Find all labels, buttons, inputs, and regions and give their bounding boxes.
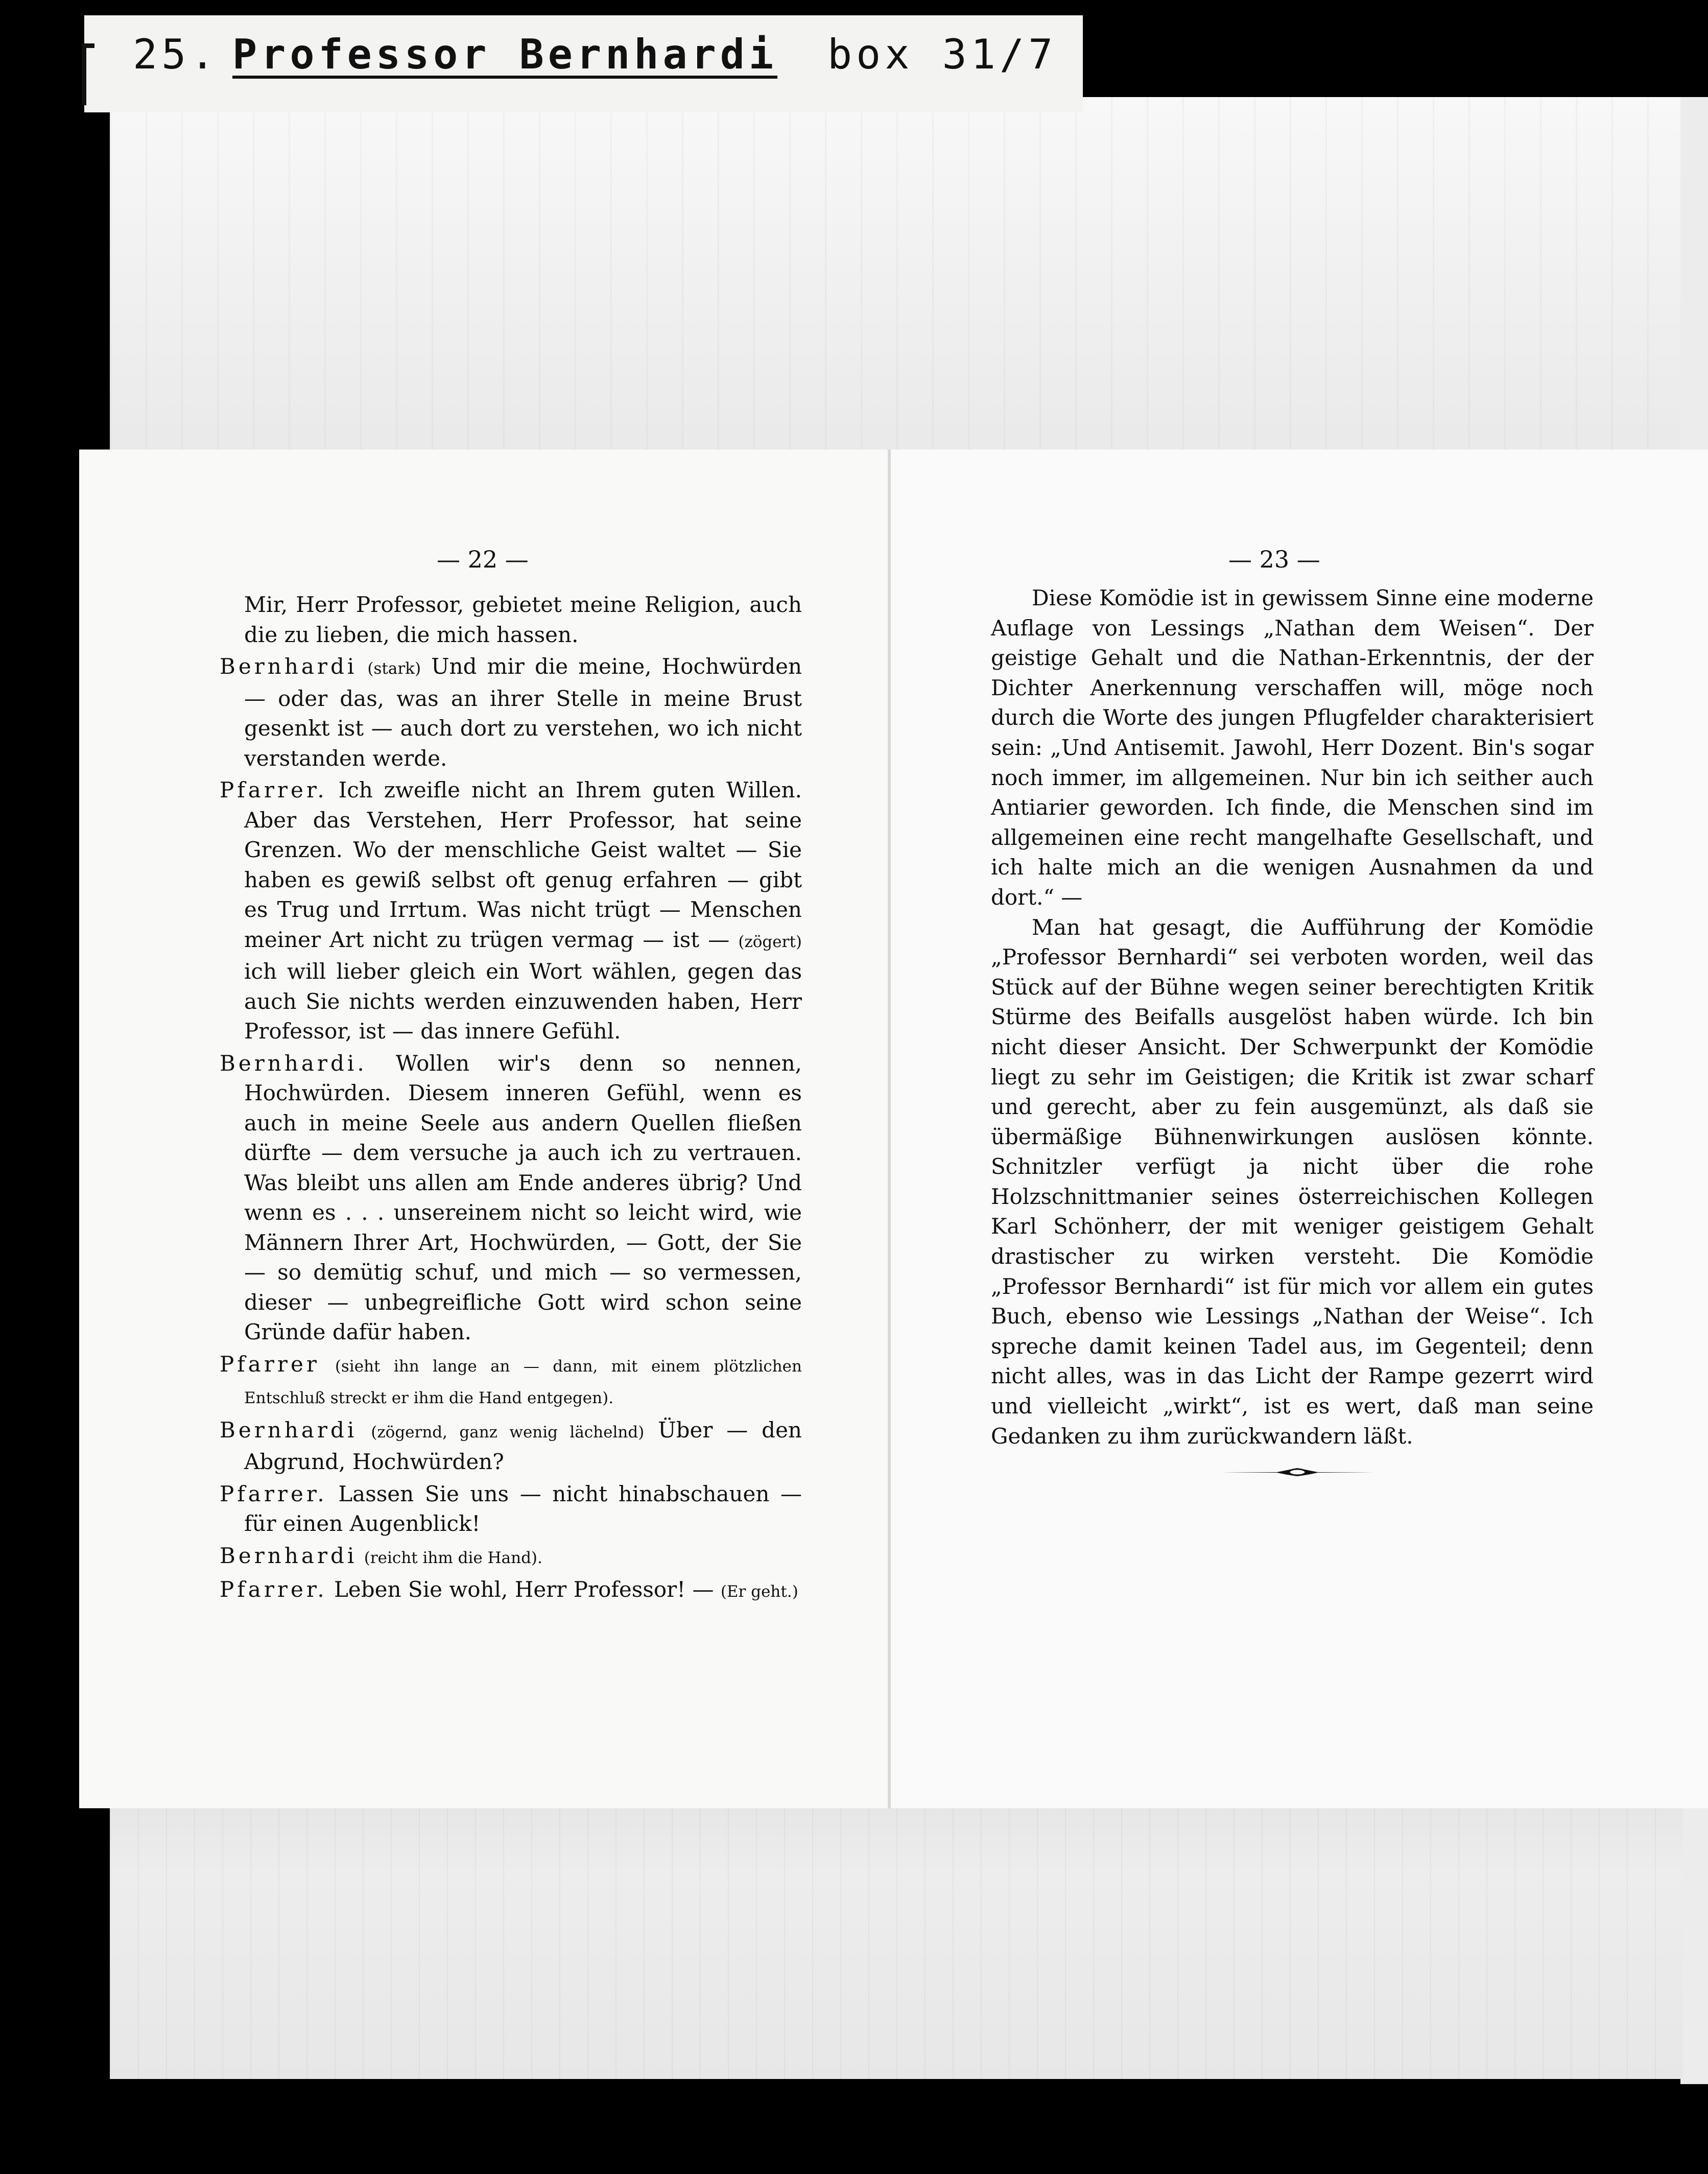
dialogue-line	[220, 1350, 802, 1413]
page-number-right: — 23 —	[1228, 546, 1320, 573]
dialogue-text: Wollen wir's denn so nennen, Hochwürden. Diesem inneren Gefühl, wenn es auch in meine Seele aus andern Quellen fließen dürfte — dem versuche ja auch ich zu vertrauen. Was bleibt uns allen am Ende anderes übrig? Und wenn es . . . unsereinem nicht so leicht wird, wie Männern Ihrer Art, Hochwürden, — Gott, der Sie — so demütig schuf, und mich — so vermessen, dieser — unbegreifliche Gott wird schon seine Gründe dafür haben.	[244, 1050, 802, 1344]
dialogue-text: Mir, Herr Professor, gebietet meine Religion, auch die zu lieben, die mich hassen.	[244, 592, 802, 647]
stage-direction: (sieht ihn lange an — dann, mit einem plötzlichen Entschluß streckt er ihm die Hand entgegen).	[244, 1357, 802, 1407]
dialogue-text: Lassen Sie uns — nicht hinabschauen — für einen Augenblick!	[244, 1481, 802, 1536]
dialogue-line	[220, 590, 802, 650]
speaker-name: Pfarrer	[220, 1351, 320, 1377]
commentary-paragraph: Man hat gesagt, die Aufführung der Komödie „Professor Bernhardi“ sei verboten worden, weil das Stück auf der Bühne wegen seiner berechtigten Kritik Stürme des Beifalls ausgelöst haben würde. Ich bin nicht dieser Ansicht. Der Schwerpunkt der Komödie liegt zu sehr im Geistigen; die Kritik ist zwar scharf und gerecht, aber zu fein ausgemünzt, als daß sie übermäßige Bühnenwirkungen auslösen könnte. Schnitzler verfügt ja nicht über die rohe Holzschnittmanier seines österreichischen Kollegen Karl Schönherr, der mit weniger geistigem Gehalt drastischer zu wirken versteht. Die Komödie „Professor Bernhardi“ ist für mich vor allem ein gutes Buch, ebenso wie Lessings „Nathan der Weise“. Ich spreche damit keinen Tadel aus, im Gegenteil; denn nicht alles, was in das Licht der Rampe gezerrt wird und vielleicht „wirkt“, ist es wert, daß man seine Gedanken zu ihm zurückwandern läßt.	[991, 914, 1594, 1449]
dialogue-text: Leben Sie wohl, Herr Professor! —	[334, 1577, 714, 1602]
speaker-name: Bernhardi	[220, 1417, 358, 1443]
stage-direction: (zögert)	[738, 932, 802, 951]
speaker-name: Pfarrer.	[220, 1481, 327, 1506]
stage-direction: (zögernd, ganz wenig lächelnd)	[371, 1423, 645, 1442]
dialogue-line	[220, 652, 802, 773]
dialogue-line	[220, 1541, 802, 1573]
page-number-left: — 22 —	[437, 546, 529, 573]
right-page-text	[991, 583, 1594, 1451]
stage-direction: (Er geht.)	[720, 1582, 798, 1601]
stage-direction: (reicht ihm die Hand).	[364, 1548, 542, 1567]
page-gutter	[888, 450, 891, 1808]
commentary-paragraph: Diese Komödie ist in gewissem Sinne eine moderne Auflage von Lessings „Nathan dem Weisen“. Der geistige Gehalt und die Nathan-Erkenntnis, der der Dichter Anerkennung verschaffen will, möge noch durch die Worte des jungen Pflugfelder charakterisiert sein: „Und Antisemit. Jawohl, Herr Dozent. Bin's sogar noch immer, im allgemeinen. Nur bin ich seither auch Antiarier geworden. Ich finde, die Menschen sind im allgemeinen eine recht mangelhafte Gesellschaft, und ich halte mich an die wenigen Ausnahmen da und dort.“ —	[991, 585, 1594, 910]
dialogue-line	[220, 1415, 802, 1477]
backing-card-bottom	[110, 1783, 1683, 2079]
speaker-name: Pfarrer.	[220, 777, 327, 802]
dialogue-text: Ich zweifle nicht an Ihrem guten Willen. Aber das Verstehen, Herr Professor, hat seine Grenzen. Wo der menschliche Geist waltet — Sie haben es gewiß selbst oft genug erfahren — gibt es Trug und Irrtum. Was nicht trügt — Menschen meiner Art nicht zu trügen vermag — ist —	[244, 777, 802, 952]
dialogue-line	[220, 1479, 802, 1539]
left-page-text	[220, 590, 802, 1609]
dialogue-line	[220, 1049, 802, 1348]
dialogue-line	[220, 1575, 802, 1607]
label-box: box 31/7	[827, 31, 1057, 78]
label-number: 25.	[133, 31, 219, 78]
speaker-name: Bernhardi	[220, 654, 358, 679]
speaker-name: Bernhardi.	[220, 1050, 367, 1076]
ornament-divider-icon	[1221, 1466, 1374, 1478]
dialogue-line	[220, 775, 802, 1047]
dialogue-text: Über — den Abgrund, Hochwürden?	[244, 1417, 802, 1474]
stage-direction: (stark)	[367, 659, 421, 678]
label-title: Professor Bernhardi	[232, 31, 778, 78]
dialogue-text: Und mir die meine, Hochwürden — oder das, was an ihrer Stelle in meine Brust gesenkt ist — auch dort zu verstehen, wo ich nicht verstanden werde.	[244, 654, 802, 771]
backing-card-top	[110, 97, 1706, 465]
label-bracket	[82, 43, 94, 105]
dialogue-text: ich will lieber gleich ein Wort wählen, gegen das auch Sie nichts werden einzuwenden haben, Herr Professor, ist — das innere Gefühl.	[244, 959, 802, 1044]
speaker-name: Bernhardi	[220, 1543, 358, 1568]
speaker-name: Pfarrer.	[220, 1577, 327, 1602]
